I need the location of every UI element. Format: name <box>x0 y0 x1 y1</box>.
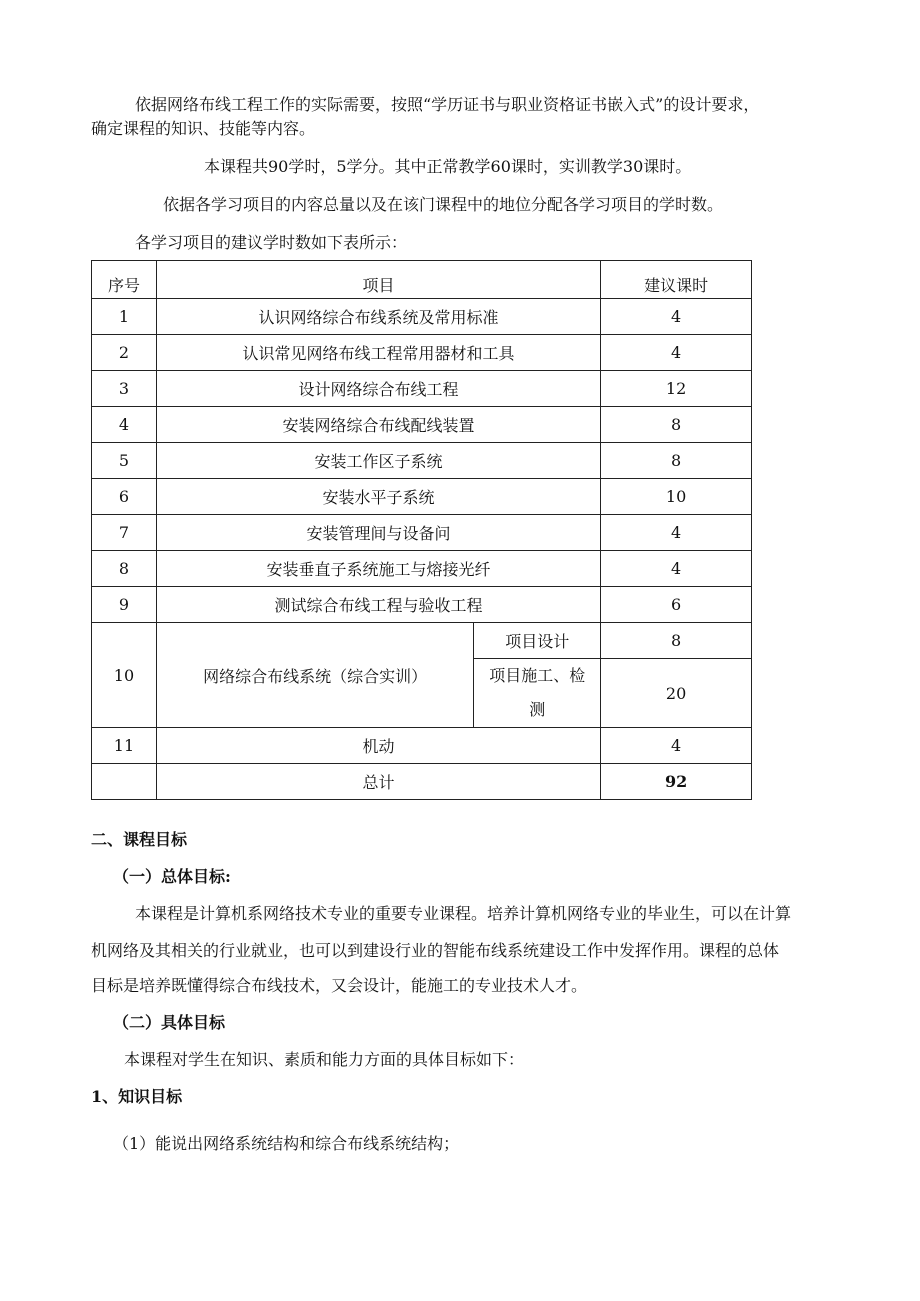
table-row <box>92 728 752 764</box>
total-label: 总计 <box>156 764 600 800</box>
row-hours: 4 <box>601 728 752 764</box>
table-row <box>92 587 752 623</box>
section-2-1-line-1: 本课程是计算机系网络技术专业的重要专业课程。培养计算机网络专业的毕业生，可以在计算 <box>135 904 792 923</box>
section-2-1-line-2: 机网络及其相关的行业就业，也可以到建设行业的智能布线系统建设工作中发挥作用。课程的总体 <box>91 941 780 960</box>
total-hours: 92 <box>601 764 752 800</box>
section-2-1-line-3: 目标是培养既懂得综合布线技术，又会设计，能施工的专业技术人才。 <box>91 976 588 995</box>
row-no: 1 <box>92 299 157 335</box>
row-hours: 10 <box>601 479 752 515</box>
row-no: 7 <box>92 515 157 551</box>
row-no: 2 <box>92 335 157 371</box>
row-hours: 8 <box>601 623 752 659</box>
table-row <box>92 443 752 479</box>
row-no: 11 <box>92 728 157 764</box>
intro-paragraph-2: 本课程共90学时，5学分。其中正常教学60课时，实训教学30课时。 <box>204 157 692 176</box>
row-item: 安装网络综合布线配线装置 <box>156 407 600 443</box>
section-2-1-title: （一）总体目标: <box>113 867 231 886</box>
row-no: 6 <box>92 479 157 515</box>
intro-paragraph-1-line-1: 依据网络布线工程工作的实际需要，按照“学历证书与职业资格证书嵌入式”的设计要求， <box>135 95 760 114</box>
header-item: 项目 <box>156 261 600 299</box>
intro-paragraph-4: 各学习项目的建议学时数如下表所示： <box>135 233 408 252</box>
row-hours: 20 <box>601 659 752 728</box>
knowledge-goal-item-1: （1）能说出网络系统结构和综合布线系统结构； <box>113 1134 460 1153</box>
row-hours: 8 <box>601 443 752 479</box>
table-row <box>92 335 752 371</box>
table-header-row <box>92 261 752 299</box>
section-2-2-body: 本课程对学生在知识、素质和能力方面的具体目标如下： <box>124 1050 525 1069</box>
header-no: 序号 <box>92 261 157 299</box>
row-item: 安装管理间与设备问 <box>156 515 600 551</box>
section-2-title: 二、课程目标 <box>91 830 188 849</box>
study-hours-table <box>91 260 752 800</box>
table-row <box>92 407 752 443</box>
row-no: 10 <box>92 623 157 728</box>
row-hours: 6 <box>601 587 752 623</box>
row-subitem-design: 项目设计 <box>474 623 601 659</box>
intro-paragraph-1-line-2: 确定课程的知识、技能等内容。 <box>91 119 316 138</box>
row-hours: 4 <box>601 515 752 551</box>
row-item: 认识网络综合布线系统及常用标准 <box>156 299 600 335</box>
row-hours: 4 <box>601 551 752 587</box>
row-item: 安装垂直子系统施工与熔接光纤 <box>156 551 600 587</box>
subitem-line-2: 测 <box>529 700 546 719</box>
row-item: 认识常见网络布线工程常用器材和工具 <box>156 335 600 371</box>
row-hours: 4 <box>601 335 752 371</box>
row-subitem-construction <box>474 659 601 728</box>
row-item: 安装水平子系统 <box>156 479 600 515</box>
row-item: 机动 <box>156 728 600 764</box>
row-no: 5 <box>92 443 157 479</box>
row-item: 安装工作区子系统 <box>156 443 600 479</box>
total-no-empty <box>92 764 157 800</box>
table-row-10-part-1 <box>92 623 752 659</box>
row-item: 网络综合布线系统（综合实训） <box>156 623 473 728</box>
table-row <box>92 551 752 587</box>
row-hours: 12 <box>601 371 752 407</box>
row-no: 4 <box>92 407 157 443</box>
subitem-line-1: 项目施工、检 <box>489 666 586 685</box>
row-item: 设计网络综合布线工程 <box>156 371 600 407</box>
row-no: 9 <box>92 587 157 623</box>
table-row <box>92 515 752 551</box>
row-hours: 8 <box>601 407 752 443</box>
table-row <box>92 299 752 335</box>
row-hours: 4 <box>601 299 752 335</box>
section-2-2-title: （二）具体目标 <box>113 1013 226 1032</box>
row-no: 8 <box>92 551 157 587</box>
table-row <box>92 371 752 407</box>
row-item: 测试综合布线工程与验收工程 <box>156 587 600 623</box>
table-total-row <box>92 764 752 800</box>
table-row <box>92 479 752 515</box>
knowledge-goals-title: 1、知识目标 <box>91 1087 183 1106</box>
header-hours: 建议课时 <box>601 261 752 299</box>
row-no: 3 <box>92 371 157 407</box>
intro-paragraph-3: 依据各学习项目的内容总量以及在该门课程中的地位分配各学习项目的学时数。 <box>163 195 724 214</box>
